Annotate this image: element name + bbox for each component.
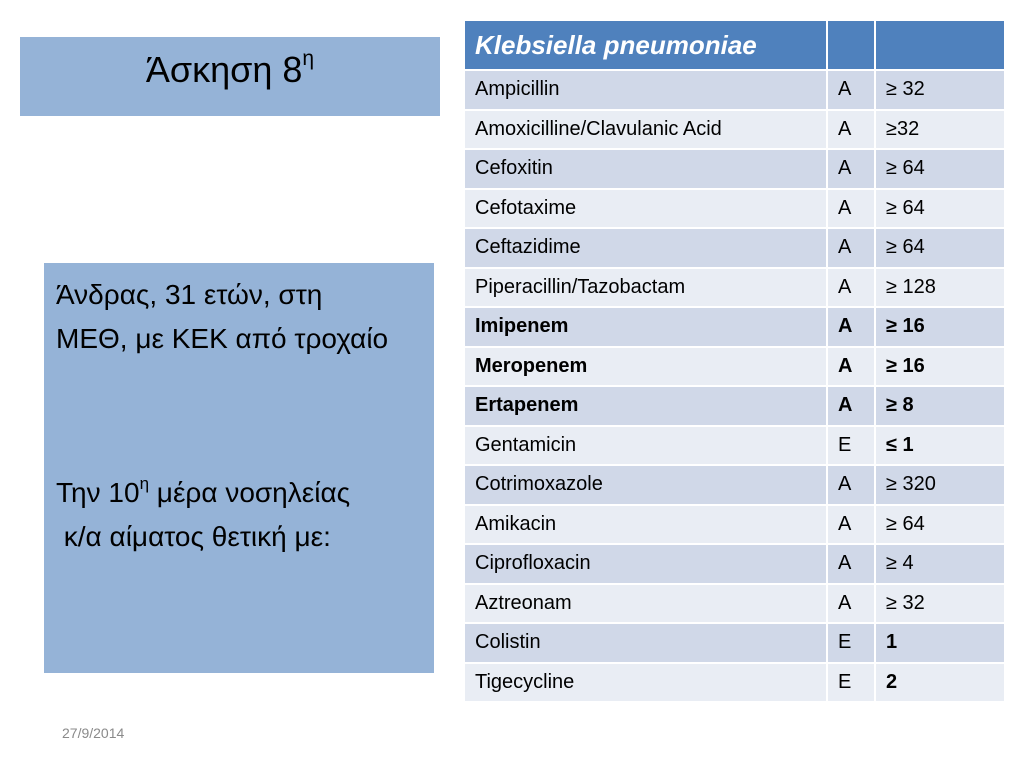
drug-cell: Cotrimoxazole	[464, 465, 827, 505]
drug-cell: Gentamicin	[464, 426, 827, 466]
case-line-1: Άνδρας, 31 ετών, στη	[56, 279, 323, 310]
case-spacer	[56, 361, 422, 471]
category-cell: A	[827, 70, 875, 110]
table-row	[464, 465, 1005, 505]
mic-cell: 1	[875, 623, 1005, 663]
drug-cell: Cefoxitin	[464, 149, 827, 189]
mic-cell: ≥ 64	[875, 505, 1005, 545]
table-row	[464, 584, 1005, 624]
drug-cell: Piperacillin/Tazobactam	[464, 268, 827, 308]
category-cell: A	[827, 307, 875, 347]
drug-cell: Ceftazidime	[464, 228, 827, 268]
table-row	[464, 347, 1005, 387]
category-cell: A	[827, 228, 875, 268]
category-cell: A	[827, 149, 875, 189]
table-row	[464, 623, 1005, 663]
category-cell: A	[827, 544, 875, 584]
mic-cell: ≥ 8	[875, 386, 1005, 426]
category-cell: A	[827, 189, 875, 229]
mic-cell: ≥ 4	[875, 544, 1005, 584]
category-cell: E	[827, 623, 875, 663]
drug-cell: Aztreonam	[464, 584, 827, 624]
drug-cell: Meropenem	[464, 347, 827, 387]
drug-cell: Ampicillin	[464, 70, 827, 110]
table-row	[464, 149, 1005, 189]
table-header-row	[464, 21, 1005, 71]
mic-cell: ≥ 16	[875, 347, 1005, 387]
slide-title-text: Άσκηση 8	[145, 49, 303, 90]
case-line-2: ΜΕΘ, με ΚΕΚ από τροχαίο	[56, 323, 389, 354]
mic-cell: ≤ 1	[875, 426, 1005, 466]
table-row	[464, 386, 1005, 426]
category-cell: E	[827, 663, 875, 703]
table-row	[464, 505, 1005, 545]
case-line-4: κ/α αίματος θετική με:	[56, 521, 331, 552]
drug-cell: Cefotaxime	[464, 189, 827, 229]
mic-header	[875, 21, 1005, 71]
table-row	[464, 228, 1005, 268]
case-line-3-end: μέρα νοσηλείας	[149, 477, 351, 508]
drug-cell: Colistin	[464, 623, 827, 663]
table-row	[464, 110, 1005, 150]
slide-title	[145, 47, 315, 90]
table-row	[464, 70, 1005, 110]
mic-cell: ≥ 64	[875, 149, 1005, 189]
antibiogram-table	[463, 20, 1006, 703]
slide-title-box	[20, 37, 440, 116]
mic-cell: 2	[875, 663, 1005, 703]
table-row	[464, 268, 1005, 308]
mic-cell: ≥ 16	[875, 307, 1005, 347]
table-row	[464, 544, 1005, 584]
slide-date: 27/9/2014	[62, 725, 125, 741]
category-cell: A	[827, 505, 875, 545]
organism-header: Klebsiella pneumoniae	[464, 21, 827, 71]
category-cell: E	[827, 426, 875, 466]
drug-cell: Tigecycline	[464, 663, 827, 703]
case-description-box	[44, 263, 434, 673]
mic-cell: ≥ 128	[875, 268, 1005, 308]
table-row	[464, 189, 1005, 229]
category-cell: A	[827, 386, 875, 426]
case-line-3	[56, 471, 422, 515]
drug-cell: Amoxicilline/Clavulanic Acid	[464, 110, 827, 150]
category-cell: A	[827, 465, 875, 505]
table-row	[464, 426, 1005, 466]
drug-cell: Amikacin	[464, 505, 827, 545]
case-line-3-superscript: η	[139, 473, 150, 493]
drug-cell: Ertapenem	[464, 386, 827, 426]
category-cell: A	[827, 347, 875, 387]
drug-cell: Imipenem	[464, 307, 827, 347]
mic-cell: ≥ 64	[875, 189, 1005, 229]
category-header	[827, 21, 875, 71]
mic-cell: ≥ 320	[875, 465, 1005, 505]
mic-cell: ≥ 32	[875, 584, 1005, 624]
category-cell: A	[827, 110, 875, 150]
mic-cell: ≥ 64	[875, 228, 1005, 268]
table-row	[464, 307, 1005, 347]
drug-cell: Ciprofloxacin	[464, 544, 827, 584]
slide-title-superscript: η	[302, 47, 315, 70]
mic-cell: ≥ 32	[875, 70, 1005, 110]
mic-cell: ≥32	[875, 110, 1005, 150]
case-line-3-start: Την 10	[56, 477, 140, 508]
table-row	[464, 663, 1005, 703]
category-cell: A	[827, 268, 875, 308]
category-cell: A	[827, 584, 875, 624]
